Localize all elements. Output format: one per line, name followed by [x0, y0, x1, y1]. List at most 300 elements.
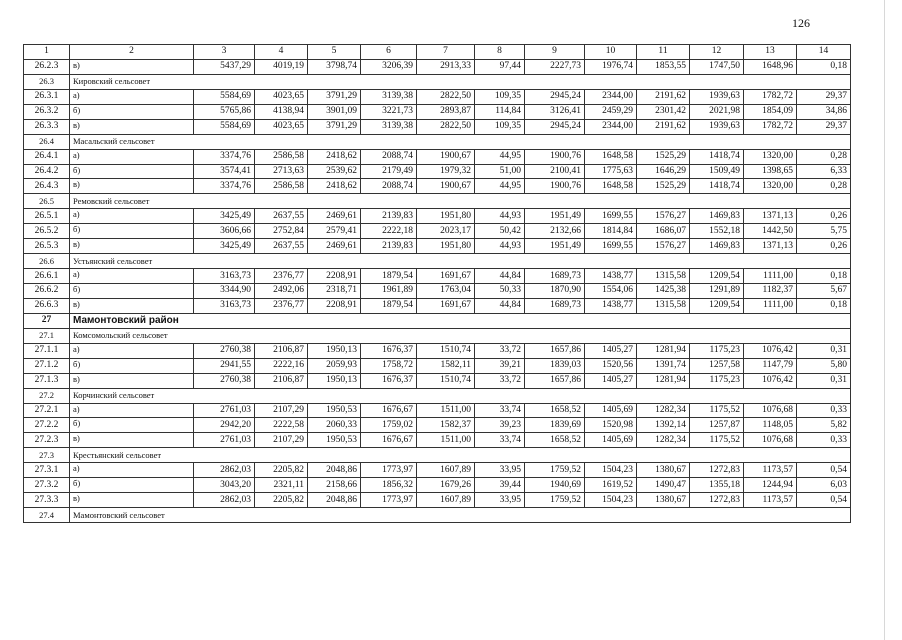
value-cell: 2222,58 — [255, 418, 308, 433]
value-cell: 2945,24 — [525, 89, 585, 104]
header-row — [24, 45, 851, 60]
value-cell: 2761,03 — [194, 403, 255, 418]
value-cell: 1209,54 — [690, 269, 744, 284]
column-header: 10 — [585, 45, 637, 60]
value-cell: 3163,73 — [194, 298, 255, 313]
row-code: 27.4 — [24, 508, 70, 523]
value-cell: 1951,49 — [525, 239, 585, 254]
value-cell: 2222,16 — [255, 358, 308, 373]
value-cell: 3606,66 — [194, 224, 255, 239]
value-cell: 1976,74 — [585, 59, 637, 74]
value-cell: 1554,06 — [585, 284, 637, 299]
value-cell: 1839,03 — [525, 358, 585, 373]
value-cell: 2139,83 — [361, 239, 417, 254]
row-variant: в) — [70, 433, 194, 448]
row-code: 27.2.3 — [24, 433, 70, 448]
value-cell: 2021,98 — [690, 104, 744, 119]
value-cell: 1405,69 — [585, 403, 637, 418]
value-cell: 39,44 — [475, 478, 525, 493]
value-cell: 2586,58 — [255, 149, 308, 164]
value-cell: 1648,58 — [585, 179, 637, 194]
row-code: 26.6.2 — [24, 284, 70, 299]
value-cell: 2179,49 — [361, 164, 417, 179]
row-code: 27.1.3 — [24, 373, 70, 388]
value-cell: 0,18 — [797, 59, 851, 74]
value-cell: 2191,62 — [637, 89, 690, 104]
value-cell: 1272,83 — [690, 463, 744, 478]
value-cell: 1173,57 — [744, 493, 797, 508]
value-cell: 2321,11 — [255, 478, 308, 493]
row-code: 26.6.1 — [24, 269, 70, 284]
value-cell: 5,75 — [797, 224, 851, 239]
row-code: 26.3.1 — [24, 89, 70, 104]
value-cell: 1854,09 — [744, 104, 797, 119]
row-code: 27.3.2 — [24, 478, 70, 493]
value-cell: 29,37 — [797, 119, 851, 134]
value-cell: 1951,80 — [417, 239, 475, 254]
row-code: 27.1.2 — [24, 358, 70, 373]
value-cell: 1076,68 — [744, 403, 797, 418]
value-cell: 1607,89 — [417, 493, 475, 508]
tariff-table — [23, 44, 851, 523]
value-cell: 1148,05 — [744, 418, 797, 433]
value-cell: 1282,34 — [637, 433, 690, 448]
row-variant: а) — [70, 403, 194, 418]
value-cell: 1648,58 — [585, 149, 637, 164]
value-cell: 5584,69 — [194, 119, 255, 134]
value-cell: 1679,26 — [417, 478, 475, 493]
value-cell: 1950,13 — [308, 343, 361, 358]
value-cell: 1950,53 — [308, 403, 361, 418]
row-variant: в) — [70, 119, 194, 134]
value-cell: 1658,52 — [525, 403, 585, 418]
column-header: 11 — [637, 45, 690, 60]
value-cell: 1209,54 — [690, 298, 744, 313]
value-cell: 1691,67 — [417, 269, 475, 284]
value-cell: 5765,86 — [194, 104, 255, 119]
value-cell: 1272,83 — [690, 493, 744, 508]
value-cell: 1676,37 — [361, 343, 417, 358]
value-cell: 1182,37 — [744, 284, 797, 299]
value-cell: 1320,00 — [744, 149, 797, 164]
row-code: 27.3.3 — [24, 493, 70, 508]
row-code: 27 — [24, 313, 70, 328]
column-header: 12 — [690, 45, 744, 60]
value-cell: 3574,41 — [194, 164, 255, 179]
value-cell: 1405,27 — [585, 343, 637, 358]
value-cell: 1758,72 — [361, 358, 417, 373]
table-row — [24, 269, 851, 284]
value-cell: 1244,94 — [744, 478, 797, 493]
value-cell: 97,44 — [475, 59, 525, 74]
row-variant: в) — [70, 179, 194, 194]
value-cell: 1147,79 — [744, 358, 797, 373]
value-cell: 114,84 — [475, 104, 525, 119]
value-cell: 39,21 — [475, 358, 525, 373]
value-cell: 1320,00 — [744, 179, 797, 194]
value-cell: 1281,94 — [637, 343, 690, 358]
value-cell: 33,95 — [475, 463, 525, 478]
value-cell: 3374,76 — [194, 179, 255, 194]
value-cell: 2100,41 — [525, 164, 585, 179]
value-cell: 2862,03 — [194, 493, 255, 508]
value-cell: 1525,29 — [637, 149, 690, 164]
table-body — [24, 45, 851, 523]
value-cell: 1425,38 — [637, 284, 690, 299]
row-variant: в) — [70, 59, 194, 74]
value-cell: 1676,37 — [361, 373, 417, 388]
table-row — [24, 493, 851, 508]
value-cell: 3791,29 — [308, 89, 361, 104]
value-cell: 1879,54 — [361, 298, 417, 313]
row-code: 27.1 — [24, 328, 70, 343]
row-code: 26.4 — [24, 134, 70, 149]
value-cell: 33,72 — [475, 373, 525, 388]
value-cell: 1510,74 — [417, 343, 475, 358]
value-cell: 2579,41 — [308, 224, 361, 239]
value-cell: 1511,00 — [417, 433, 475, 448]
value-cell: 33,74 — [475, 433, 525, 448]
value-cell: 1763,04 — [417, 284, 475, 299]
row-variant: б) — [70, 104, 194, 119]
value-cell: 2060,33 — [308, 418, 361, 433]
value-cell: 3043,20 — [194, 478, 255, 493]
section-name: Мамонтовский сельсовет — [70, 508, 851, 523]
row-code: 26.5.3 — [24, 239, 70, 254]
table-row — [24, 239, 851, 254]
value-cell: 4023,65 — [255, 89, 308, 104]
value-cell: 0,28 — [797, 179, 851, 194]
value-cell: 2376,77 — [255, 298, 308, 313]
value-cell: 1689,73 — [525, 269, 585, 284]
value-cell: 1281,94 — [637, 373, 690, 388]
value-cell: 1576,27 — [637, 239, 690, 254]
column-header: 9 — [525, 45, 585, 60]
table-row — [24, 89, 851, 104]
value-cell: 5,67 — [797, 284, 851, 299]
value-cell: 1657,86 — [525, 373, 585, 388]
value-cell: 2106,87 — [255, 343, 308, 358]
section-row — [24, 74, 851, 89]
row-code: 26.3.3 — [24, 119, 70, 134]
value-cell: 3791,29 — [308, 119, 361, 134]
district-row — [24, 313, 851, 328]
table-row — [24, 149, 851, 164]
value-cell: 1510,74 — [417, 373, 475, 388]
column-header: 14 — [797, 45, 851, 60]
column-header: 4 — [255, 45, 308, 60]
value-cell: 2205,82 — [255, 493, 308, 508]
row-variant: б) — [70, 224, 194, 239]
value-cell: 1398,65 — [744, 164, 797, 179]
value-cell: 2106,87 — [255, 373, 308, 388]
value-cell: 1870,90 — [525, 284, 585, 299]
value-cell: 3139,38 — [361, 119, 417, 134]
value-cell: 1658,52 — [525, 433, 585, 448]
row-variant: а) — [70, 343, 194, 358]
row-variant: б) — [70, 164, 194, 179]
value-cell: 1405,69 — [585, 433, 637, 448]
section-name: Кировский сельсовет — [70, 74, 851, 89]
value-cell: 1961,89 — [361, 284, 417, 299]
value-cell: 2942,20 — [194, 418, 255, 433]
value-cell: 2822,50 — [417, 119, 475, 134]
column-header: 7 — [417, 45, 475, 60]
value-cell: 2107,29 — [255, 433, 308, 448]
value-cell: 2945,24 — [525, 119, 585, 134]
value-cell: 1504,23 — [585, 463, 637, 478]
value-cell: 1257,87 — [690, 418, 744, 433]
value-cell: 29,37 — [797, 89, 851, 104]
value-cell: 1355,18 — [690, 478, 744, 493]
value-cell: 1504,23 — [585, 493, 637, 508]
value-cell: 2158,66 — [308, 478, 361, 493]
value-cell: 1759,02 — [361, 418, 417, 433]
value-cell: 1509,49 — [690, 164, 744, 179]
value-cell: 2139,83 — [361, 209, 417, 224]
row-variant: в) — [70, 298, 194, 313]
value-cell: 2222,18 — [361, 224, 417, 239]
value-cell: 1782,72 — [744, 119, 797, 134]
value-cell: 0,33 — [797, 433, 851, 448]
value-cell: 2344,00 — [585, 119, 637, 134]
row-variant: а) — [70, 209, 194, 224]
value-cell: 1076,68 — [744, 433, 797, 448]
section-name: Ремовский сельсовет — [70, 194, 851, 209]
section-row — [24, 448, 851, 463]
table-row — [24, 164, 851, 179]
value-cell: 0,54 — [797, 493, 851, 508]
value-cell: 2862,03 — [194, 463, 255, 478]
value-cell: 1950,53 — [308, 433, 361, 448]
row-variant: а) — [70, 89, 194, 104]
table-row — [24, 284, 851, 299]
value-cell: 2088,74 — [361, 179, 417, 194]
value-cell: 1939,63 — [690, 89, 744, 104]
value-cell: 1391,74 — [637, 358, 690, 373]
value-cell: 1939,63 — [690, 119, 744, 134]
value-cell: 1520,98 — [585, 418, 637, 433]
row-code: 26.4.2 — [24, 164, 70, 179]
value-cell: 2088,74 — [361, 149, 417, 164]
value-cell: 2941,55 — [194, 358, 255, 373]
value-cell: 3798,74 — [308, 59, 361, 74]
value-cell: 109,35 — [475, 89, 525, 104]
value-cell: 0,31 — [797, 373, 851, 388]
row-code: 26.4.1 — [24, 149, 70, 164]
value-cell: 1315,58 — [637, 269, 690, 284]
value-cell: 2344,00 — [585, 89, 637, 104]
row-code: 26.5.1 — [24, 209, 70, 224]
value-cell: 1418,74 — [690, 149, 744, 164]
district-name: Мамонтовский район — [70, 313, 851, 328]
value-cell: 44,84 — [475, 269, 525, 284]
value-cell: 2822,50 — [417, 89, 475, 104]
row-code: 27.2.1 — [24, 403, 70, 418]
section-name: Устьянский сельсовет — [70, 254, 851, 269]
value-cell: 1657,86 — [525, 343, 585, 358]
value-cell: 3901,09 — [308, 104, 361, 119]
value-cell: 2023,17 — [417, 224, 475, 239]
value-cell: 1490,47 — [637, 478, 690, 493]
table-row — [24, 59, 851, 74]
value-cell: 44,84 — [475, 298, 525, 313]
value-cell: 44,95 — [475, 149, 525, 164]
value-cell: 39,23 — [475, 418, 525, 433]
value-cell: 1392,14 — [637, 418, 690, 433]
table-row — [24, 433, 851, 448]
row-code: 27.3.1 — [24, 463, 70, 478]
table-row — [24, 418, 851, 433]
column-header: 2 — [70, 45, 194, 60]
value-cell: 4019,19 — [255, 59, 308, 74]
value-cell: 1699,55 — [585, 209, 637, 224]
value-cell: 2301,42 — [637, 104, 690, 119]
row-variant: б) — [70, 478, 194, 493]
value-cell: 2107,29 — [255, 403, 308, 418]
value-cell: 1438,77 — [585, 298, 637, 313]
value-cell: 2191,62 — [637, 119, 690, 134]
table-row — [24, 298, 851, 313]
value-cell: 4138,94 — [255, 104, 308, 119]
value-cell: 0,31 — [797, 343, 851, 358]
section-name: Масальский сельсовет — [70, 134, 851, 149]
value-cell: 33,72 — [475, 343, 525, 358]
value-cell: 6,33 — [797, 164, 851, 179]
value-cell: 2459,29 — [585, 104, 637, 119]
section-name: Крестьянский сельсовет — [70, 448, 851, 463]
value-cell: 1950,13 — [308, 373, 361, 388]
scan-edge-line — [884, 0, 885, 640]
value-cell: 1759,52 — [525, 463, 585, 478]
value-cell: 2418,62 — [308, 179, 361, 194]
value-cell: 1699,55 — [585, 239, 637, 254]
value-cell: 1951,49 — [525, 209, 585, 224]
column-header: 13 — [744, 45, 797, 60]
table-row — [24, 104, 851, 119]
value-cell: 1775,63 — [585, 164, 637, 179]
table-row — [24, 478, 851, 493]
value-cell: 1111,00 — [744, 269, 797, 284]
value-cell: 1469,83 — [690, 209, 744, 224]
value-cell: 1520,56 — [585, 358, 637, 373]
value-cell: 2893,87 — [417, 104, 475, 119]
row-code: 26.6 — [24, 254, 70, 269]
value-cell: 1175,23 — [690, 343, 744, 358]
row-code: 26.3.2 — [24, 104, 70, 119]
value-cell: 1900,76 — [525, 179, 585, 194]
value-cell: 2469,61 — [308, 239, 361, 254]
row-code: 26.3 — [24, 74, 70, 89]
table-row — [24, 343, 851, 358]
section-name: Комсомольский сельсовет — [70, 328, 851, 343]
value-cell: 5584,69 — [194, 89, 255, 104]
value-cell: 0,18 — [797, 269, 851, 284]
value-cell: 2376,77 — [255, 269, 308, 284]
value-cell: 0,54 — [797, 463, 851, 478]
row-variant: б) — [70, 358, 194, 373]
value-cell: 6,03 — [797, 478, 851, 493]
value-cell: 3126,41 — [525, 104, 585, 119]
value-cell: 1900,76 — [525, 149, 585, 164]
value-cell: 2492,06 — [255, 284, 308, 299]
row-code: 27.3 — [24, 448, 70, 463]
row-variant: б) — [70, 284, 194, 299]
value-cell: 1291,89 — [690, 284, 744, 299]
value-cell: 33,74 — [475, 403, 525, 418]
value-cell: 0,26 — [797, 239, 851, 254]
value-cell: 0,33 — [797, 403, 851, 418]
value-cell: 3206,39 — [361, 59, 417, 74]
row-variant: в) — [70, 493, 194, 508]
page-number: 126 — [792, 16, 810, 30]
row-code: 26.6.3 — [24, 298, 70, 313]
value-cell: 2318,71 — [308, 284, 361, 299]
value-cell: 2208,91 — [308, 269, 361, 284]
value-cell: 2418,62 — [308, 149, 361, 164]
value-cell: 44,95 — [475, 179, 525, 194]
value-cell: 1676,67 — [361, 433, 417, 448]
row-code: 26.4.3 — [24, 179, 70, 194]
value-cell: 2586,58 — [255, 179, 308, 194]
value-cell: 44,93 — [475, 209, 525, 224]
value-cell: 5,82 — [797, 418, 851, 433]
value-cell: 1940,69 — [525, 478, 585, 493]
table-row — [24, 403, 851, 418]
value-cell: 2760,38 — [194, 343, 255, 358]
row-code: 27.2.2 — [24, 418, 70, 433]
value-cell: 1900,67 — [417, 179, 475, 194]
value-cell: 3163,73 — [194, 269, 255, 284]
value-cell: 1814,84 — [585, 224, 637, 239]
row-code: 26.5.2 — [24, 224, 70, 239]
section-row — [24, 508, 851, 523]
section-row — [24, 388, 851, 403]
value-cell: 1576,27 — [637, 209, 690, 224]
value-cell: 1879,54 — [361, 269, 417, 284]
table-row — [24, 179, 851, 194]
table-row — [24, 373, 851, 388]
value-cell: 1175,23 — [690, 373, 744, 388]
value-cell: 1646,29 — [637, 164, 690, 179]
value-cell: 1438,77 — [585, 269, 637, 284]
value-cell: 1782,72 — [744, 89, 797, 104]
value-cell: 1773,97 — [361, 463, 417, 478]
value-cell: 2048,86 — [308, 493, 361, 508]
value-cell: 3221,73 — [361, 104, 417, 119]
row-variant: б) — [70, 418, 194, 433]
value-cell: 1607,89 — [417, 463, 475, 478]
row-variant: в) — [70, 373, 194, 388]
row-variant: в) — [70, 239, 194, 254]
value-cell: 2059,93 — [308, 358, 361, 373]
value-cell: 2913,33 — [417, 59, 475, 74]
column-header: 3 — [194, 45, 255, 60]
value-cell: 5437,29 — [194, 59, 255, 74]
value-cell: 1380,67 — [637, 463, 690, 478]
section-row — [24, 134, 851, 149]
value-cell: 5,80 — [797, 358, 851, 373]
section-row — [24, 254, 851, 269]
value-cell: 2132,66 — [525, 224, 585, 239]
column-header: 8 — [475, 45, 525, 60]
value-cell: 1747,50 — [690, 59, 744, 74]
value-cell: 1282,34 — [637, 403, 690, 418]
value-cell: 1418,74 — [690, 179, 744, 194]
value-cell: 1759,52 — [525, 493, 585, 508]
value-cell: 4023,65 — [255, 119, 308, 134]
row-code: 26.5 — [24, 194, 70, 209]
